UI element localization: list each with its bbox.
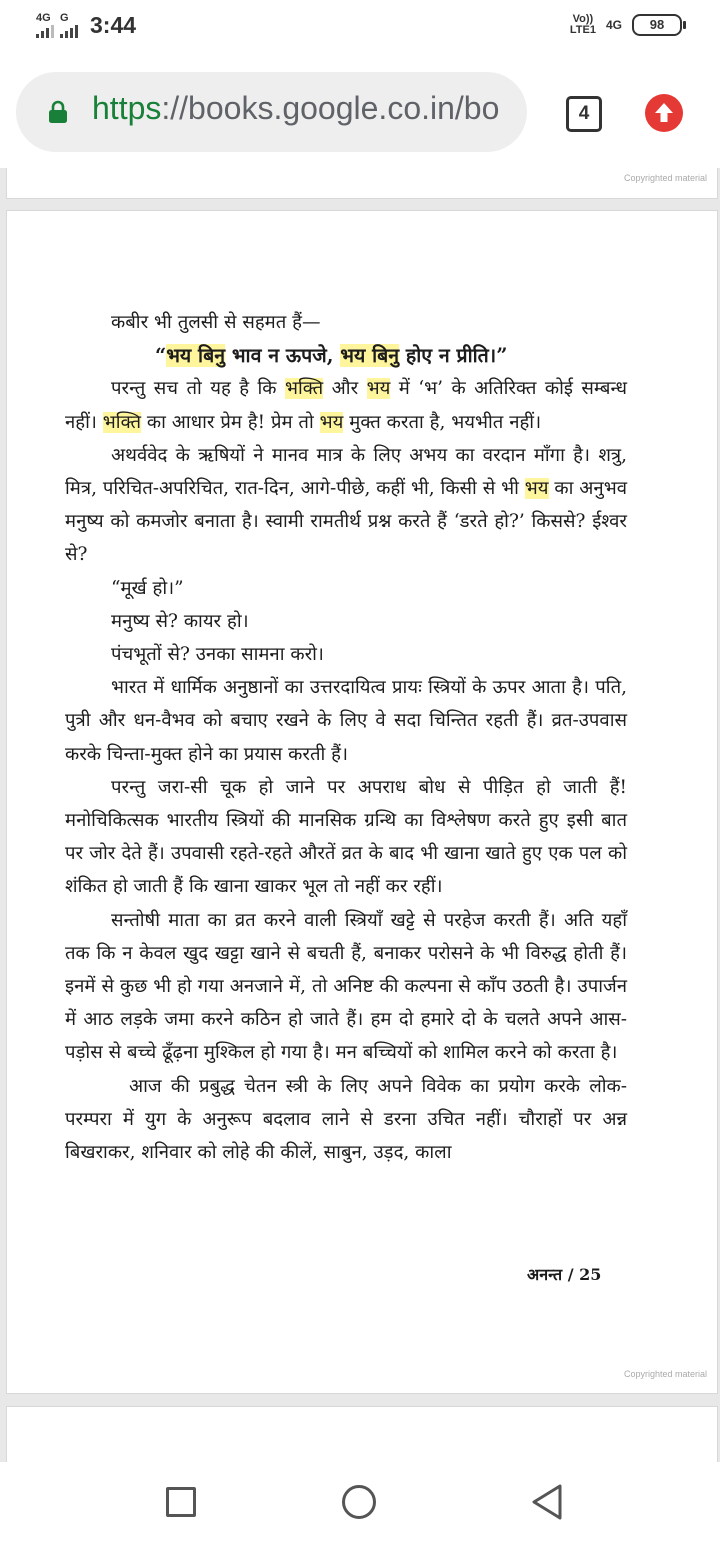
text-segment: सन्तोषी माता का व्रत करने वाली स्त्रियाँ खट्टे से परहेज करती हैं। अति यहाँ तक कि न केवल खुद खट्टा खाने से बचती हैं, बनाकर परोसने के भी विरुद्ध होती हैं। इनमें से कुछ भी हो गया अनजाने में, तो अनिष्ट की कल्पना से काँप उठती है। उपार्जन में आठ लड़के जमा करने कठिन हो जाते हैं। हम दो हमारे दो के चलते अपने आस-पड़ोस से बच्चे ढूँढ़ना मुश्किल हो गया है। मन बच्चियों को शामिल करने को करता है।: [65, 909, 627, 1064]
text-segment: कबीर भी तुलसी से सहमत हैं—: [111, 312, 321, 333]
status-right: [570, 14, 682, 36]
paragraph: [65, 439, 627, 572]
highlighted-term: भक्ति: [102, 411, 142, 433]
paragraph: [65, 306, 627, 339]
paragraph: [65, 1070, 627, 1170]
network-type: 4G: [605, 18, 622, 32]
copyright-label: Copyrighted material: [623, 173, 707, 183]
paragraph: [65, 638, 627, 671]
paragraph: [65, 671, 627, 771]
text-segment: परन्तु सच तो यह है कि: [111, 378, 285, 400]
highlighted-term: भय बिनु: [340, 344, 400, 368]
recents-button[interactable]: [166, 1487, 196, 1517]
url-rest: ://books.google.co.in/bo: [161, 90, 500, 126]
status-left: [36, 12, 136, 38]
back-button[interactable]: [528, 1482, 568, 1522]
paragraph: [65, 572, 627, 605]
navigation-bar: [0, 1462, 720, 1544]
volte-bottom: LTE1: [569, 24, 596, 36]
book-viewer[interactable]: [0, 168, 720, 1462]
paragraph: [65, 904, 627, 1070]
text-segment: “मूर्ख हो।”: [111, 577, 184, 599]
highlighted-term: भक्ति: [284, 378, 324, 400]
highlighted-term: भय बिनु: [166, 344, 226, 368]
text-segment: मनुष्य से? कायर हो।: [111, 610, 249, 632]
text-segment: में ‘भ’ के अतिरिक्त कोई सम्बन्ध नहीं।: [65, 378, 627, 433]
volte-top: Vo)): [572, 13, 594, 25]
text-segment: मुक्त करता है, भयभीत नहीं।: [343, 411, 542, 433]
url-scheme: https: [92, 90, 162, 126]
text-segment: आज की प्रबुद्ध चेतन स्त्री के लिए अपने विवेक का प्रयोग करके लोक-परम्परा में युग के अनुरूप बदलाव लाने से डरना उचित नहीं। चौराहों पर अन्न बिखराकर, शनिवार को लोहे की कीलें, साबुन, उड़द, काला: [65, 1075, 627, 1164]
previous-page-fragment: [6, 168, 718, 199]
lock-icon: [48, 100, 68, 124]
highlighted-term: भय: [366, 378, 391, 400]
text-segment: का अनुभव मनुष्य को कमजोर बनाता है। स्वामी रामतीर्थ प्रश्न करते हैं ‘डरते हो?’ किससे? ईश्वर से?: [65, 478, 627, 566]
volte-indicator: [570, 14, 596, 36]
signal-2: [60, 13, 78, 38]
text-segment: और: [323, 378, 367, 400]
tab-switcher-button[interactable]: 4: [566, 96, 602, 132]
signal-1-label: 4G: [36, 12, 51, 24]
text-segment: भाव न ऊपजे,: [225, 344, 341, 368]
text-segment: पंचभूतों से? उनका सामना करो।: [111, 644, 324, 666]
highlighted-term: भय: [524, 478, 549, 500]
paragraph: [65, 339, 627, 372]
signal-bars-icon: [36, 24, 54, 38]
page-text: [65, 306, 627, 1169]
page-number: अनन्त / 25: [527, 1265, 602, 1284]
paragraph: [65, 771, 627, 904]
text-segment: का आधार प्रेम है! प्रेम तो: [141, 411, 320, 433]
update-button[interactable]: [645, 94, 683, 132]
paragraph: [65, 605, 627, 638]
status-bar: [0, 0, 720, 56]
text-segment: अथर्ववेद के ऋषियों ने मानव मात्र के लिए अभय का वरदान माँगा है। शत्रु, मित्र, परिचित-अपरिचित, रात-दिन, आगे-पीछे, कहीं भी, किसी से भी: [65, 444, 627, 500]
signal-1: [36, 13, 54, 38]
copyright-label: Copyrighted material: [623, 1369, 707, 1379]
highlighted-term: भय: [319, 411, 344, 433]
text-segment: परन्तु जरा-सी चूक हो जाने पर अपराध बोध से पीड़ित हो जाती हैं! मनोचिकित्सक भारतीय स्त्रियों की मानसिक ग्रन्थि का विश्लेषण करते हुए इसी बात पर जोर देते हैं। उपवासी रहते-रहते औरतें व्रत के बाद भी खाना खाते हुए एक पल को शंकित हो जाती हैं कि खाना खाकर भूल तो नहीं कर रहीं।: [65, 776, 627, 898]
battery-icon: 98: [632, 14, 682, 36]
arrow-up-icon: [645, 94, 683, 132]
clock: 3:44: [90, 12, 137, 38]
next-page-fragment: [6, 1406, 718, 1462]
text-segment: “: [155, 344, 167, 368]
signal-2-label: G: [60, 12, 69, 24]
address-bar[interactable]: [16, 72, 527, 152]
text-segment: होए न प्रीति।”: [399, 344, 508, 368]
paragraph: [65, 372, 627, 438]
home-button[interactable]: [342, 1485, 376, 1519]
signal-bars-icon: [60, 24, 78, 38]
url-text[interactable]: [92, 90, 508, 127]
book-page: [6, 210, 718, 1394]
text-segment: भारत में धार्मिक अनुष्ठानों का उत्तरदायित्व प्रायः स्त्रियों के ऊपर आता है। पति, पुत्री और धन-वैभव को बचाए रखने के लिए वे सदा चिन्तित रहती हैं। व्रत-उपवास करके चिन्ता-मुक्त होने का प्रयास करती हैं।: [65, 677, 627, 765]
